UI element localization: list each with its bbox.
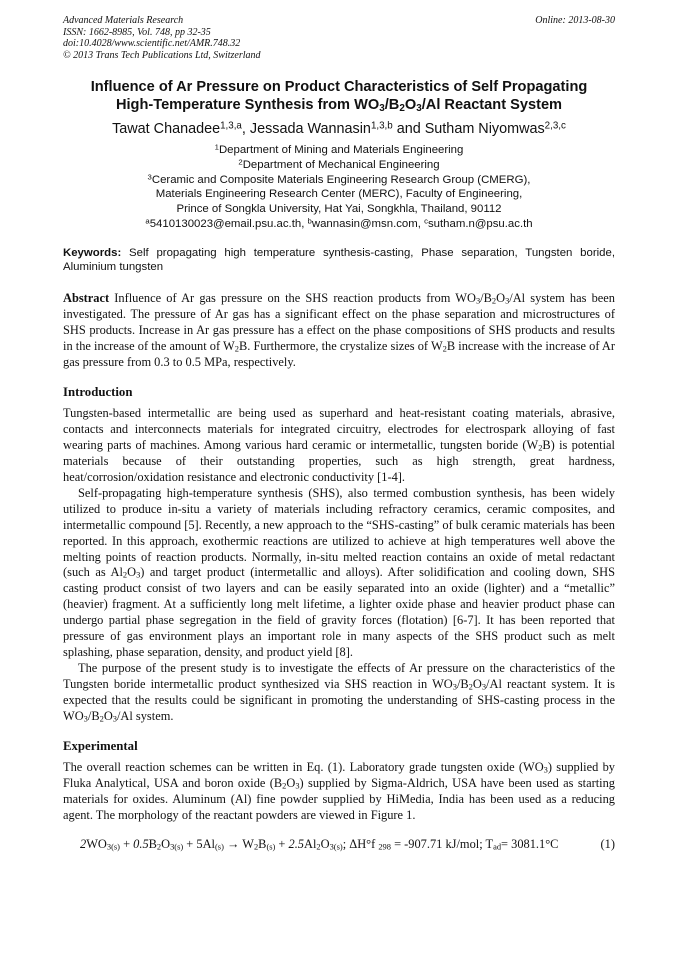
- keywords: [63, 246, 615, 275]
- doi-line: doi:10.4028/www.scientific.net/AMR.748.32: [63, 38, 241, 49]
- affiliation-1: $^1$Department of Mining and Materials Engineering: [214, 142, 464, 156]
- paper-page: [63, 15, 615, 853]
- online-date: Online: 2013-08-30: [535, 15, 615, 26]
- experimental-paragraph-1: The overall reaction schemes can be written in Eq. (1). Laboratory grade tungsten oxide $(WO_3)$ supplied by Fluka Analytical, USA and boron oxide $(B_2O_3)$ supplied by Sigma-Aldrich, USA have been used as starting materials for oxides. Aluminum (Al) fine powder supplied by HiMedia, India has been used as a reducing agent. The morphology of the reactant powders are viewed in Figure 1.: [63, 760, 615, 823]
- journal-header: [63, 15, 615, 61]
- intro-paragraph-1: Tungsten-based intermetallic are being used as superhard and heat-resistant coating materials, abrasive, contacts and interconnects materials for integrated circuitry, electrodes for electrospark alloying of fast wearing parts of machines. Among various hard ceramic or intermetallic, tungsten boride $(W_2B)$ is potential materials because of their outstanding properties, such as high strength, great hardness, heat/corrosion/oxidation resistance and electronic conductivity [1-4].: [63, 406, 615, 485]
- keywords-label: Keywords:: [63, 246, 122, 259]
- author-list: Tawat Chanadee$^{1,3,a}$, Jessada Wannasin$^{1,3,b}$ and Sutham Niyomwas$^{2,3,c}$: [112, 120, 566, 137]
- affiliation-4: Materials Engineering Research Center (MERC), Faculty of Engineering,: [155, 188, 523, 201]
- introduction-heading: Introduction: [63, 384, 133, 399]
- abstract: Abstract Influence of Ar gas pressure on the SHS reaction products from $WO_3/B_2O_3/Al$ system has been investigated. The pressure of Ar gas has a significant effect on the phase separation and microstructures of SHS products. Increase in Ar gas pressure has a effect on the phase compositions of SHS products and results in the increase of the amount of $W_2B$. Furthermore, the crystalize sizes of $W_2B$ increase with the increase of Ar gas pressure from 0.3 to 0.5 MPa, respectively.: [63, 290, 615, 369]
- affiliations: [63, 143, 615, 232]
- abstract-label: Abstract: [63, 290, 110, 305]
- reaction-arrow: →: [223, 837, 243, 852]
- paper-title: [63, 78, 615, 114]
- equation-body: $2WO_{3(s)} + 0.5B_2O_{3(s)} + 5Al_{(s)} \to W_2B_{(s)} + 2.5Al_2O_{3(s)}$; ΔH°f $_{298}$ = -907.71 kJ/mol; $T_{ad}= 3081.1^\circ C$: [80, 837, 559, 852]
- title-line-2: High-Temperature Synthesis from $WO_3/B_2O_3/Al$ Reactant System: [115, 97, 563, 114]
- experimental-heading: Experimental: [63, 738, 138, 753]
- title-line-1: Influence of Ar Pressure on Product Characteristics of Self Propagating: [90, 79, 588, 95]
- keywords-text: Self propagating high temperature synthesis-casting, Phase separation, Tungsten boride, Aluminium tungsten: [63, 246, 615, 274]
- reaction-equation: [63, 837, 615, 853]
- copyright-line: © 2013 Trans Tech Publications Ltd, Switzerland: [63, 49, 261, 61]
- affiliation-3: $^3$Ceramic and Composite Materials Engineering Research Group (CMERG),: [147, 172, 531, 186]
- experimental-section: [63, 739, 615, 825]
- intro-paragraph-3: The purpose of the present study is to investigate the effects of Ar pressure on the characteristics of the Tungsten boride intermetallic product synthesized via SHS reaction in $WO_3/B_2O_3/Al$ reactant system. It is expected that the results could be significant in promoting the understanding of SHS-casting process in the $WO_3/B_2O_3/Al$ system.: [63, 660, 616, 724]
- equation-number: (1): [600, 837, 615, 852]
- journal-name: Advanced Materials Research: [63, 15, 184, 26]
- intro-paragraph-2: Self-propagating high-temperature synthesis (SHS), also termed combustion synthesis, has been widely utilized to produce in-situ a variety of materials including refractory ceramics, ceramic composites, and intermetallic compound [5]. Recently, a new approach to the “SHS-casting” of bulk ceramic materials has been reported. In this approach, exothermic reactions are utilized to achieve at high temperatures well above the melting points of reaction products. Normally, in-situ melted reaction contains an oxide of metal redactant (such as $Al_2O_3$) and target product (intermetallic and alloys). After solidification and cooling down, SHS casting product consist of two layers and can be easily separated into an oxide (lighter) and a “metallic” (heavier) fragment. At a sufficiently long melt lifetime, a lighter oxide phase and heavier product phase can undergo partial phase segregation in the field of gravity forces (flotation) [6-7]. It has been reported that pressure of gas environment plays an important role in many aspects of the SHS product such as melt splashing, phase separation, density, and product yield [8].: [63, 485, 616, 659]
- issn-line: ISSN: 1662-8985, Vol. 748, pp 32-35: [63, 26, 211, 38]
- author-emails: $^a$5410130023@email.psu.ac.th, $^b$wannasin@msn.com, $^c$sutham.n@psu.ac.th: [145, 216, 533, 230]
- affiliation-2: $^2$Department of Mechanical Engineering: [238, 157, 440, 171]
- affiliation-5: Prince of Songkla University, Hat Yai, Songkhla, Thailand, 90112: [176, 203, 502, 216]
- introduction-section: [63, 385, 615, 725]
